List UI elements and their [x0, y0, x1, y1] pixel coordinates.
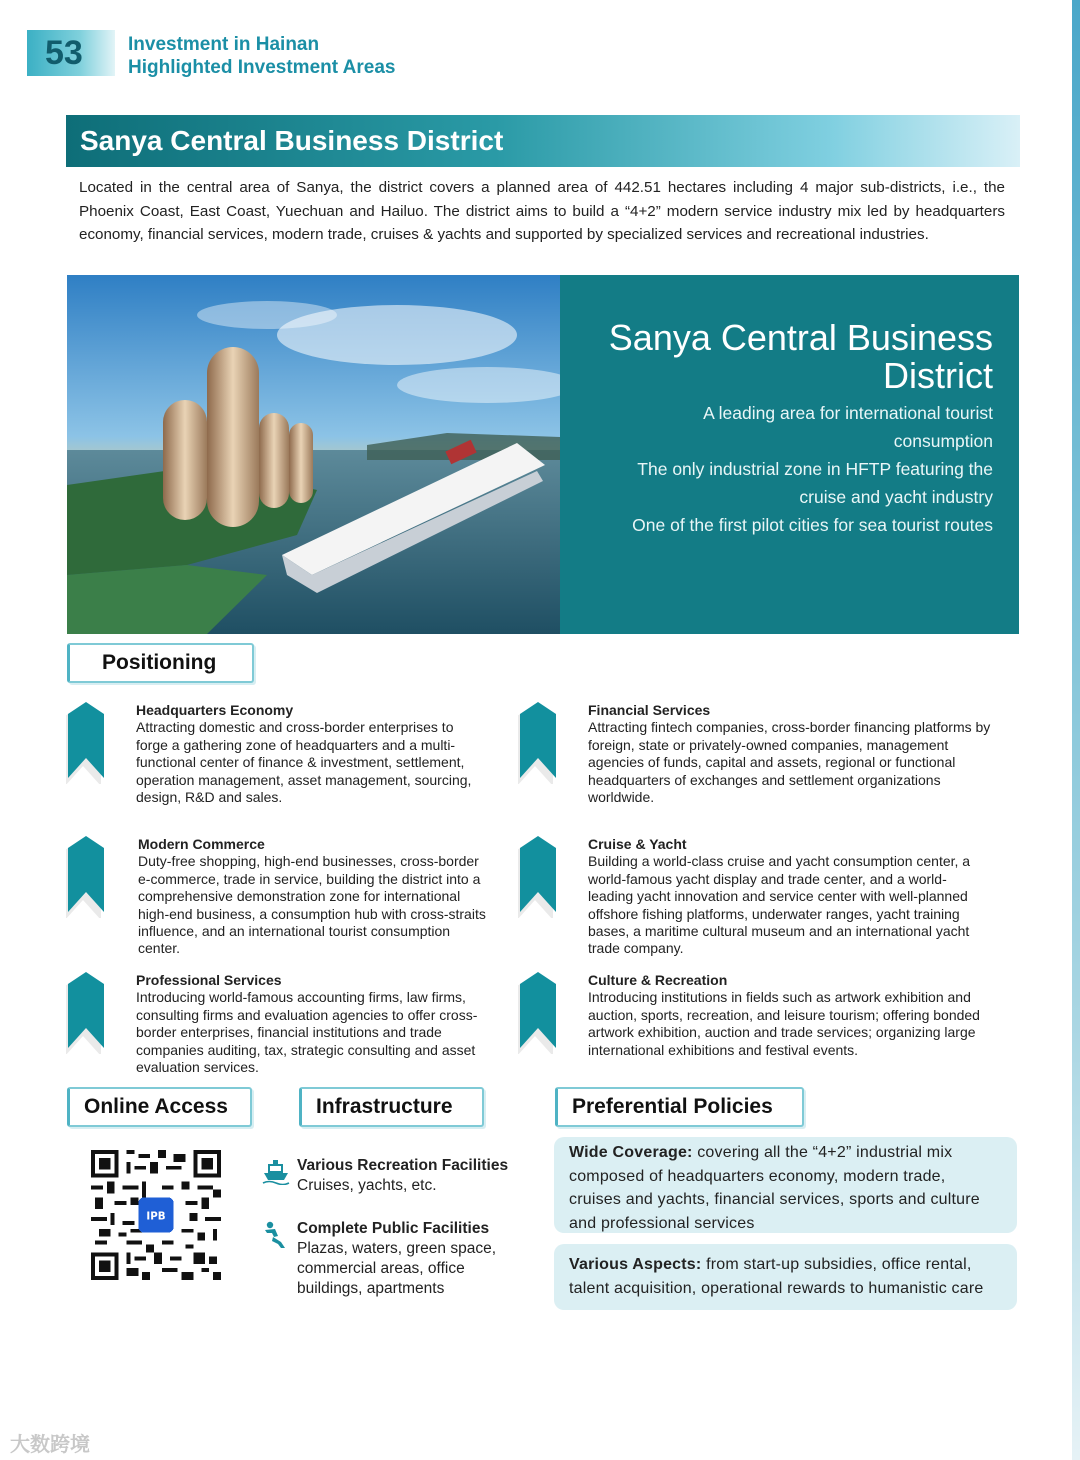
- watermark: 大数跨境: [10, 1434, 90, 1456]
- item-line: headquarters of exchanges and settlement organizations: [588, 771, 941, 788]
- item-line: operation management, asset management, sourcing,: [136, 771, 472, 788]
- item-line: Attracting domestic and cross-border enterprises to: [136, 719, 454, 736]
- item-line: design, R&D and sales.: [136, 789, 283, 806]
- section-tab-infrastructure: [299, 1087, 484, 1127]
- positioning-item-commerce: [66, 836, 506, 958]
- policy-line: from start-up subsidies, office rental,: [701, 1256, 972, 1273]
- item-title: Headquarters Economy: [136, 702, 294, 718]
- positioning-item-headquarters: [66, 702, 506, 814]
- bookmark-icon: [66, 836, 106, 918]
- item-line: trade company.: [588, 940, 684, 957]
- positioning-item-financial: [518, 702, 1008, 814]
- item-line: offshore fishing platforms, underwater ranges, yacht training: [588, 905, 960, 922]
- header-line-2: Highlighted Investment Areas: [128, 57, 396, 78]
- hero-text-panel: [560, 275, 1019, 634]
- item-line: foreign, state or privately-owned companies, management: [588, 736, 949, 753]
- positioning-item-culture: [518, 972, 1008, 1062]
- infra-item-public: [297, 1219, 522, 1299]
- item-line: center.: [138, 940, 181, 957]
- title-banner: [66, 115, 1020, 167]
- swimmer-icon: [261, 1220, 291, 1250]
- section-title: Online Access: [84, 1095, 228, 1118]
- item-line: artwork exhibition, auction and trade services; organizing large: [588, 1024, 976, 1041]
- policy-wide-coverage: [554, 1137, 1017, 1233]
- section-tab-online-access: [67, 1087, 252, 1127]
- hero-line-1: A leading area for international tourist: [703, 403, 993, 423]
- item-line: Attracting fintech companies, cross-border financing platforms by: [588, 719, 991, 736]
- section-title: Positioning: [102, 651, 217, 674]
- item-line: Introducing world-famous accounting firms, law firms,: [136, 989, 466, 1006]
- item-title: Financial Services: [588, 702, 711, 718]
- hero-line-4: cruise and yacht industry: [799, 487, 993, 507]
- page-title: Sanya Central Business District: [80, 125, 504, 156]
- qr-code[interactable]: [90, 1150, 222, 1280]
- policy-label: Wide Coverage:: [569, 1144, 693, 1161]
- infra-line: buildings, apartments: [297, 1280, 445, 1297]
- ship-icon: [261, 1155, 291, 1185]
- infra-line: Cruises, yachts, etc.: [297, 1177, 437, 1194]
- item-line: international exhibitions and festival events.: [588, 1041, 859, 1058]
- policy-line: and professional services: [569, 1214, 755, 1232]
- item-title: Cruise & Yacht: [588, 836, 687, 852]
- policy-line: composed of headquarters economy, modern trade,: [569, 1167, 946, 1185]
- item-line: bases, a maritime cultural museum and an international yacht: [588, 923, 970, 940]
- section-title: Preferential Policies: [572, 1095, 773, 1118]
- section-title: Infrastructure: [316, 1095, 453, 1118]
- item-line: high-end business, a consumption hub with cross-straits: [138, 905, 486, 922]
- section-tab-positioning: [67, 643, 254, 683]
- bookmark-icon: [66, 702, 106, 784]
- item-line: influence, and an international tourist consumption: [138, 923, 451, 940]
- item-title: Culture & Recreation: [588, 972, 728, 988]
- qr-center-logo: IPB: [146, 1210, 166, 1223]
- item-line: comprehensive demonstration zone for international: [138, 888, 461, 905]
- item-line: Introducing institutions in fields such as artwork exhibition and: [588, 989, 971, 1006]
- item-line: agencies of funds, capital and assets, regional or functional: [588, 754, 956, 771]
- item-line: functional center of finance & investment, settlement,: [136, 754, 465, 771]
- page-number: 53: [27, 30, 115, 76]
- item-line: evaluation services.: [136, 1059, 259, 1076]
- infra-title: Various Recreation Facilities: [297, 1157, 509, 1174]
- item-title: Modern Commerce: [138, 836, 265, 852]
- policy-line: covering all the “4+2” industrial mix: [692, 1144, 953, 1161]
- policy-line: cruises and yachts, financial services, sports and culture: [569, 1191, 980, 1208]
- hero-section: [67, 275, 1019, 634]
- item-line: auction, sports, recreation, and leisure tourism; offering bonded: [588, 1006, 980, 1023]
- item-line: companies auditing, tax, strategic consulting and asset: [136, 1041, 476, 1058]
- policy-various-aspects: [554, 1244, 1017, 1310]
- item-line: forge a gathering zone of headquarters and a multi-: [136, 736, 456, 753]
- bookmark-icon: [518, 972, 558, 1054]
- bookmark-icon: [518, 702, 558, 784]
- item-line: border enterprises, financial institutions and trade: [136, 1024, 442, 1041]
- hero-line-5: One of the first pilot cities for sea tourist routes: [632, 515, 993, 535]
- item-line: worldwide.: [588, 789, 655, 806]
- bookmark-icon: [66, 972, 106, 1054]
- policy-label: Various Aspects:: [569, 1256, 702, 1273]
- item-title: Professional Services: [136, 972, 282, 988]
- infra-item-recreation: [297, 1156, 522, 1196]
- bookmark-icon: [518, 836, 558, 918]
- hero-line-2: consumption: [893, 431, 993, 451]
- policy-line: talent acquisition, operational rewards to humanistic care: [569, 1279, 984, 1297]
- item-line: Building a world-class cruise and yacht consumption center, a: [588, 853, 971, 870]
- item-line: Duty-free shopping, high-end businesses, cross-border: [138, 853, 479, 870]
- item-line: consulting firms and evaluation agencies to offer cross-: [136, 1006, 478, 1023]
- positioning-item-cruise: [518, 836, 1008, 958]
- hero-line-3: The only industrial zone in HFTP featuring the: [637, 459, 993, 479]
- item-line: leading yacht innovation and service center with well-planned: [588, 888, 968, 905]
- positioning-item-professional: [66, 972, 506, 1078]
- hero-photo: [67, 275, 560, 634]
- intro-paragraph: Located in the central area of Sanya, the district covers a planned area of 442.51 hectares including 4 major sub-districts, i.e., the Phoenix Coast, East Coast, Yuechuan and Hailuo. The district aims to build a “4+2” modern service industry mix led by headquarters economy, financial services, modern trade, cruises & yachts and supported by specialized services and recreational industries.: [79, 179, 1005, 243]
- infra-line: commercial areas, office: [297, 1260, 465, 1277]
- item-line: world-famous yacht display and trade center, and a world-: [588, 870, 947, 887]
- infra-title: Complete Public Facilities: [297, 1220, 490, 1237]
- section-tab-preferential-policies: [555, 1087, 804, 1127]
- infra-line: Plazas, waters, green space,: [297, 1240, 497, 1257]
- hero-title: Sanya Central Business District: [608, 317, 993, 396]
- page-edge-decoration: [1072, 0, 1080, 1460]
- header-line-1: Investment in Hainan: [128, 34, 320, 55]
- item-line: e-commerce, trade in service, building the district into a: [138, 870, 481, 887]
